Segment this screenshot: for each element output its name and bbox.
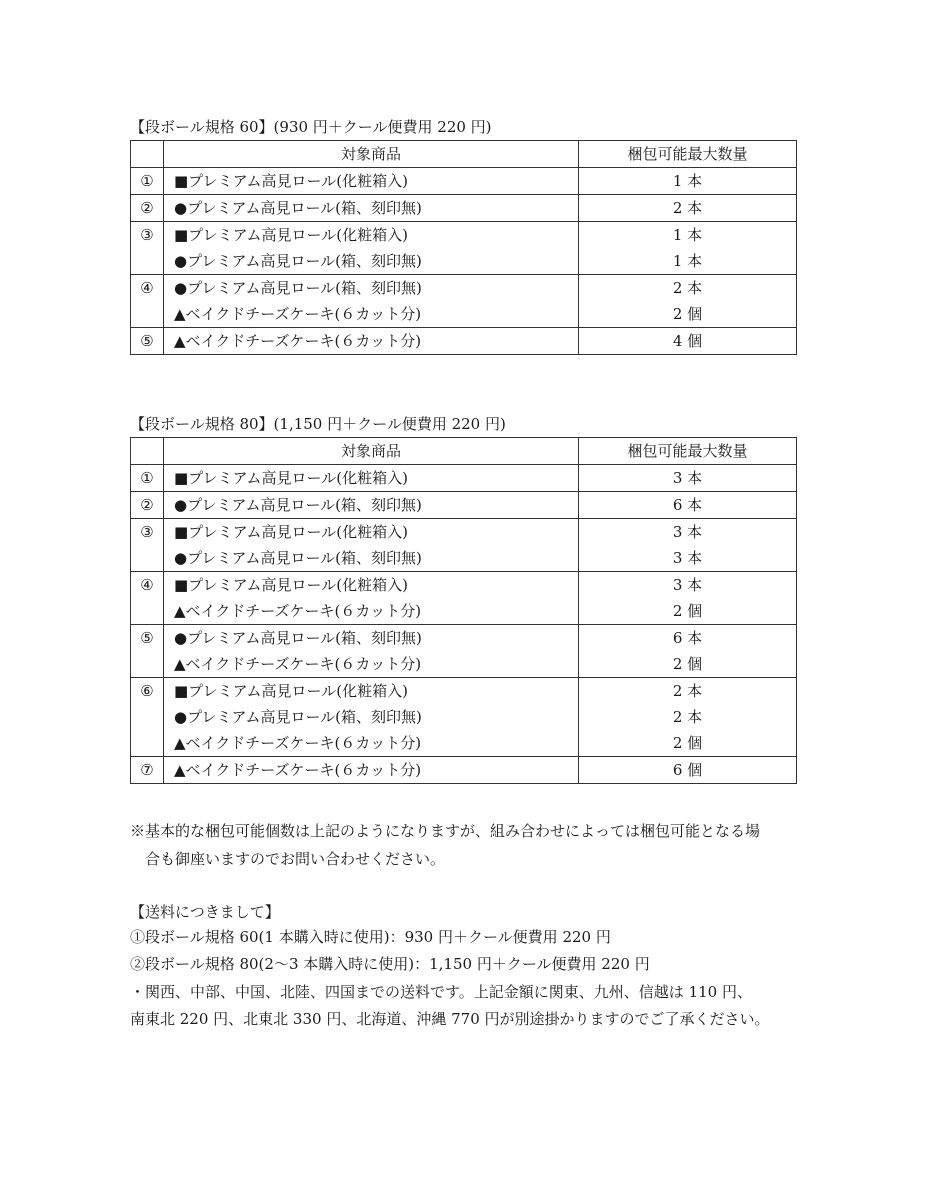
table-row — [131, 195, 797, 222]
table-header-row — [131, 438, 797, 465]
row-number — [131, 757, 164, 784]
row-items — [164, 625, 579, 678]
item-name: ▲ベイクドチーズケーキ(６カット分) — [174, 761, 422, 779]
row-quantities — [579, 168, 797, 195]
row-number — [131, 275, 164, 328]
item-quantity: 2 本 — [672, 279, 703, 297]
table80-body — [131, 465, 797, 784]
item-quantity: 6 個 — [672, 761, 703, 779]
item-quantity: 2 個 — [672, 655, 703, 673]
item-name: ▲ベイクドチーズケーキ(６カット分) — [174, 655, 422, 673]
item-name: ●プレミアム高見ロール(箱、刻印無) — [174, 279, 422, 297]
note-line-1: ※基本的な梱包可能個数は上記のようになりますが、組み合わせによっては梱包可能となる場 — [130, 822, 761, 840]
item-name: ●プレミアム高見ロール(箱、刻印無) — [174, 252, 422, 270]
shipping-line-3: ・関西、中部、中国、北陸、四国までの送料です。上記金額に関東、九州、信越は 110 円、 — [130, 983, 752, 1001]
item-quantity: 1 本 — [672, 172, 703, 190]
header-qty: 梱包可能最大数量 — [579, 438, 797, 465]
item-quantity: 3 本 — [672, 469, 703, 487]
table60-title: 【段ボール規格 60】(930 円＋クール便費用 220 円) — [130, 118, 492, 136]
row-number-label: ② — [140, 199, 154, 217]
row-number — [131, 572, 164, 625]
row-items — [164, 328, 579, 355]
header-item: 対象商品 — [164, 141, 579, 168]
row-quantities — [579, 757, 797, 784]
item-quantity: 4 個 — [672, 332, 703, 350]
item-name: ●プレミアム高見ロール(箱、刻印無) — [174, 496, 422, 514]
note-line-2: 合も御座いますのでお問い合わせください。 — [130, 850, 446, 868]
item-name: ●プレミアム高見ロール(箱、刻印無) — [174, 549, 422, 567]
table-row — [131, 519, 797, 572]
row-number-label: ⑦ — [140, 761, 154, 779]
table-row — [131, 678, 797, 757]
row-number — [131, 519, 164, 572]
row-number-label: ④ — [140, 576, 154, 594]
row-number — [131, 222, 164, 275]
row-number — [131, 492, 164, 519]
shipping-line-2: ②段ボール規格 80(2〜3 本購入時に使用)：1,150 円＋クール便費用 220 円 — [130, 955, 650, 973]
row-number — [131, 328, 164, 355]
item-name: ▲ベイクドチーズケーキ(６カット分) — [174, 305, 422, 323]
row-number-label: ④ — [140, 279, 154, 297]
header-num — [131, 438, 164, 465]
item-quantity: 1 本 — [672, 226, 703, 244]
row-items — [164, 195, 579, 222]
table-row — [131, 757, 797, 784]
table-row — [131, 222, 797, 275]
row-items — [164, 465, 579, 492]
row-quantities — [579, 328, 797, 355]
item-quantity: 2 本 — [672, 682, 703, 700]
shipping-heading: 【送料につきまして】 — [130, 903, 280, 921]
row-quantities — [579, 195, 797, 222]
row-quantities — [579, 678, 797, 757]
table-row — [131, 572, 797, 625]
table-row — [131, 168, 797, 195]
item-quantity: 2 個 — [672, 305, 703, 323]
item-quantity: 3 本 — [672, 549, 703, 567]
row-quantities — [579, 625, 797, 678]
item-quantity: 6 本 — [672, 629, 703, 647]
row-items — [164, 222, 579, 275]
row-number — [131, 465, 164, 492]
row-items — [164, 492, 579, 519]
item-name: ▲ベイクドチーズケーキ(６カット分) — [174, 332, 422, 350]
header-num — [131, 141, 164, 168]
table-row — [131, 625, 797, 678]
row-items — [164, 519, 579, 572]
row-items — [164, 757, 579, 784]
row-quantities — [579, 275, 797, 328]
row-quantities — [579, 222, 797, 275]
item-quantity: 3 本 — [672, 576, 703, 594]
table-row — [131, 328, 797, 355]
item-quantity: 2 個 — [672, 602, 703, 620]
item-quantity: 2 個 — [672, 734, 703, 752]
item-quantity: 2 本 — [672, 199, 703, 217]
row-quantities — [579, 492, 797, 519]
row-number — [131, 625, 164, 678]
table80-title: 【段ボール規格 80】(1,150 円＋クール便費用 220 円) — [130, 415, 506, 433]
item-name: ■プレミアム高見ロール(化粧箱入) — [174, 576, 408, 594]
row-items — [164, 572, 579, 625]
table60 — [130, 140, 797, 355]
table80 — [130, 437, 797, 784]
table-row — [131, 492, 797, 519]
row-items — [164, 168, 579, 195]
row-number-label: ③ — [140, 226, 154, 244]
item-name: ●プレミアム高見ロール(箱、刻印無) — [174, 629, 422, 647]
row-quantities — [579, 519, 797, 572]
row-quantities — [579, 572, 797, 625]
item-name: ●プレミアム高見ロール(箱、刻印無) — [174, 199, 422, 217]
table60-body — [131, 168, 797, 355]
header-item: 対象商品 — [164, 438, 579, 465]
row-number-label: ② — [140, 496, 154, 514]
row-number-label: ⑤ — [140, 629, 154, 647]
item-quantity: 1 本 — [672, 252, 703, 270]
row-number — [131, 195, 164, 222]
shipping-line-4: 南東北 220 円、北東北 330 円、北海道、沖縄 770 円が別途掛かりますのでご了承ください。 — [130, 1010, 770, 1028]
item-name: ■プレミアム高見ロール(化粧箱入) — [174, 172, 408, 190]
item-name: ■プレミアム高見ロール(化粧箱入) — [174, 682, 408, 700]
row-number-label: ① — [140, 172, 154, 190]
row-number-label: ① — [140, 469, 154, 487]
row-number-label: ⑥ — [140, 682, 154, 700]
item-name: ▲ベイクドチーズケーキ(６カット分) — [174, 734, 422, 752]
table-row — [131, 275, 797, 328]
item-quantity: 3 本 — [672, 523, 703, 541]
item-name: ●プレミアム高見ロール(箱、刻印無) — [174, 708, 422, 726]
row-number — [131, 168, 164, 195]
row-number-label: ⑤ — [140, 332, 154, 350]
row-items — [164, 275, 579, 328]
item-name: ■プレミアム高見ロール(化粧箱入) — [174, 226, 408, 244]
row-quantities — [579, 465, 797, 492]
table-row — [131, 465, 797, 492]
table-header-row — [131, 141, 797, 168]
header-qty: 梱包可能最大数量 — [579, 141, 797, 168]
row-items — [164, 678, 579, 757]
item-name: ▲ベイクドチーズケーキ(６カット分) — [174, 602, 422, 620]
item-name: ■プレミアム高見ロール(化粧箱入) — [174, 523, 408, 541]
row-number-label: ③ — [140, 523, 154, 541]
item-name: ■プレミアム高見ロール(化粧箱入) — [174, 469, 408, 487]
shipping-line-1: ①段ボール規格 60(1 本購入時に使用)：930 円＋クール便費用 220 円 — [130, 928, 611, 946]
row-number — [131, 678, 164, 757]
item-quantity: 2 本 — [672, 708, 703, 726]
item-quantity: 6 本 — [672, 496, 703, 514]
